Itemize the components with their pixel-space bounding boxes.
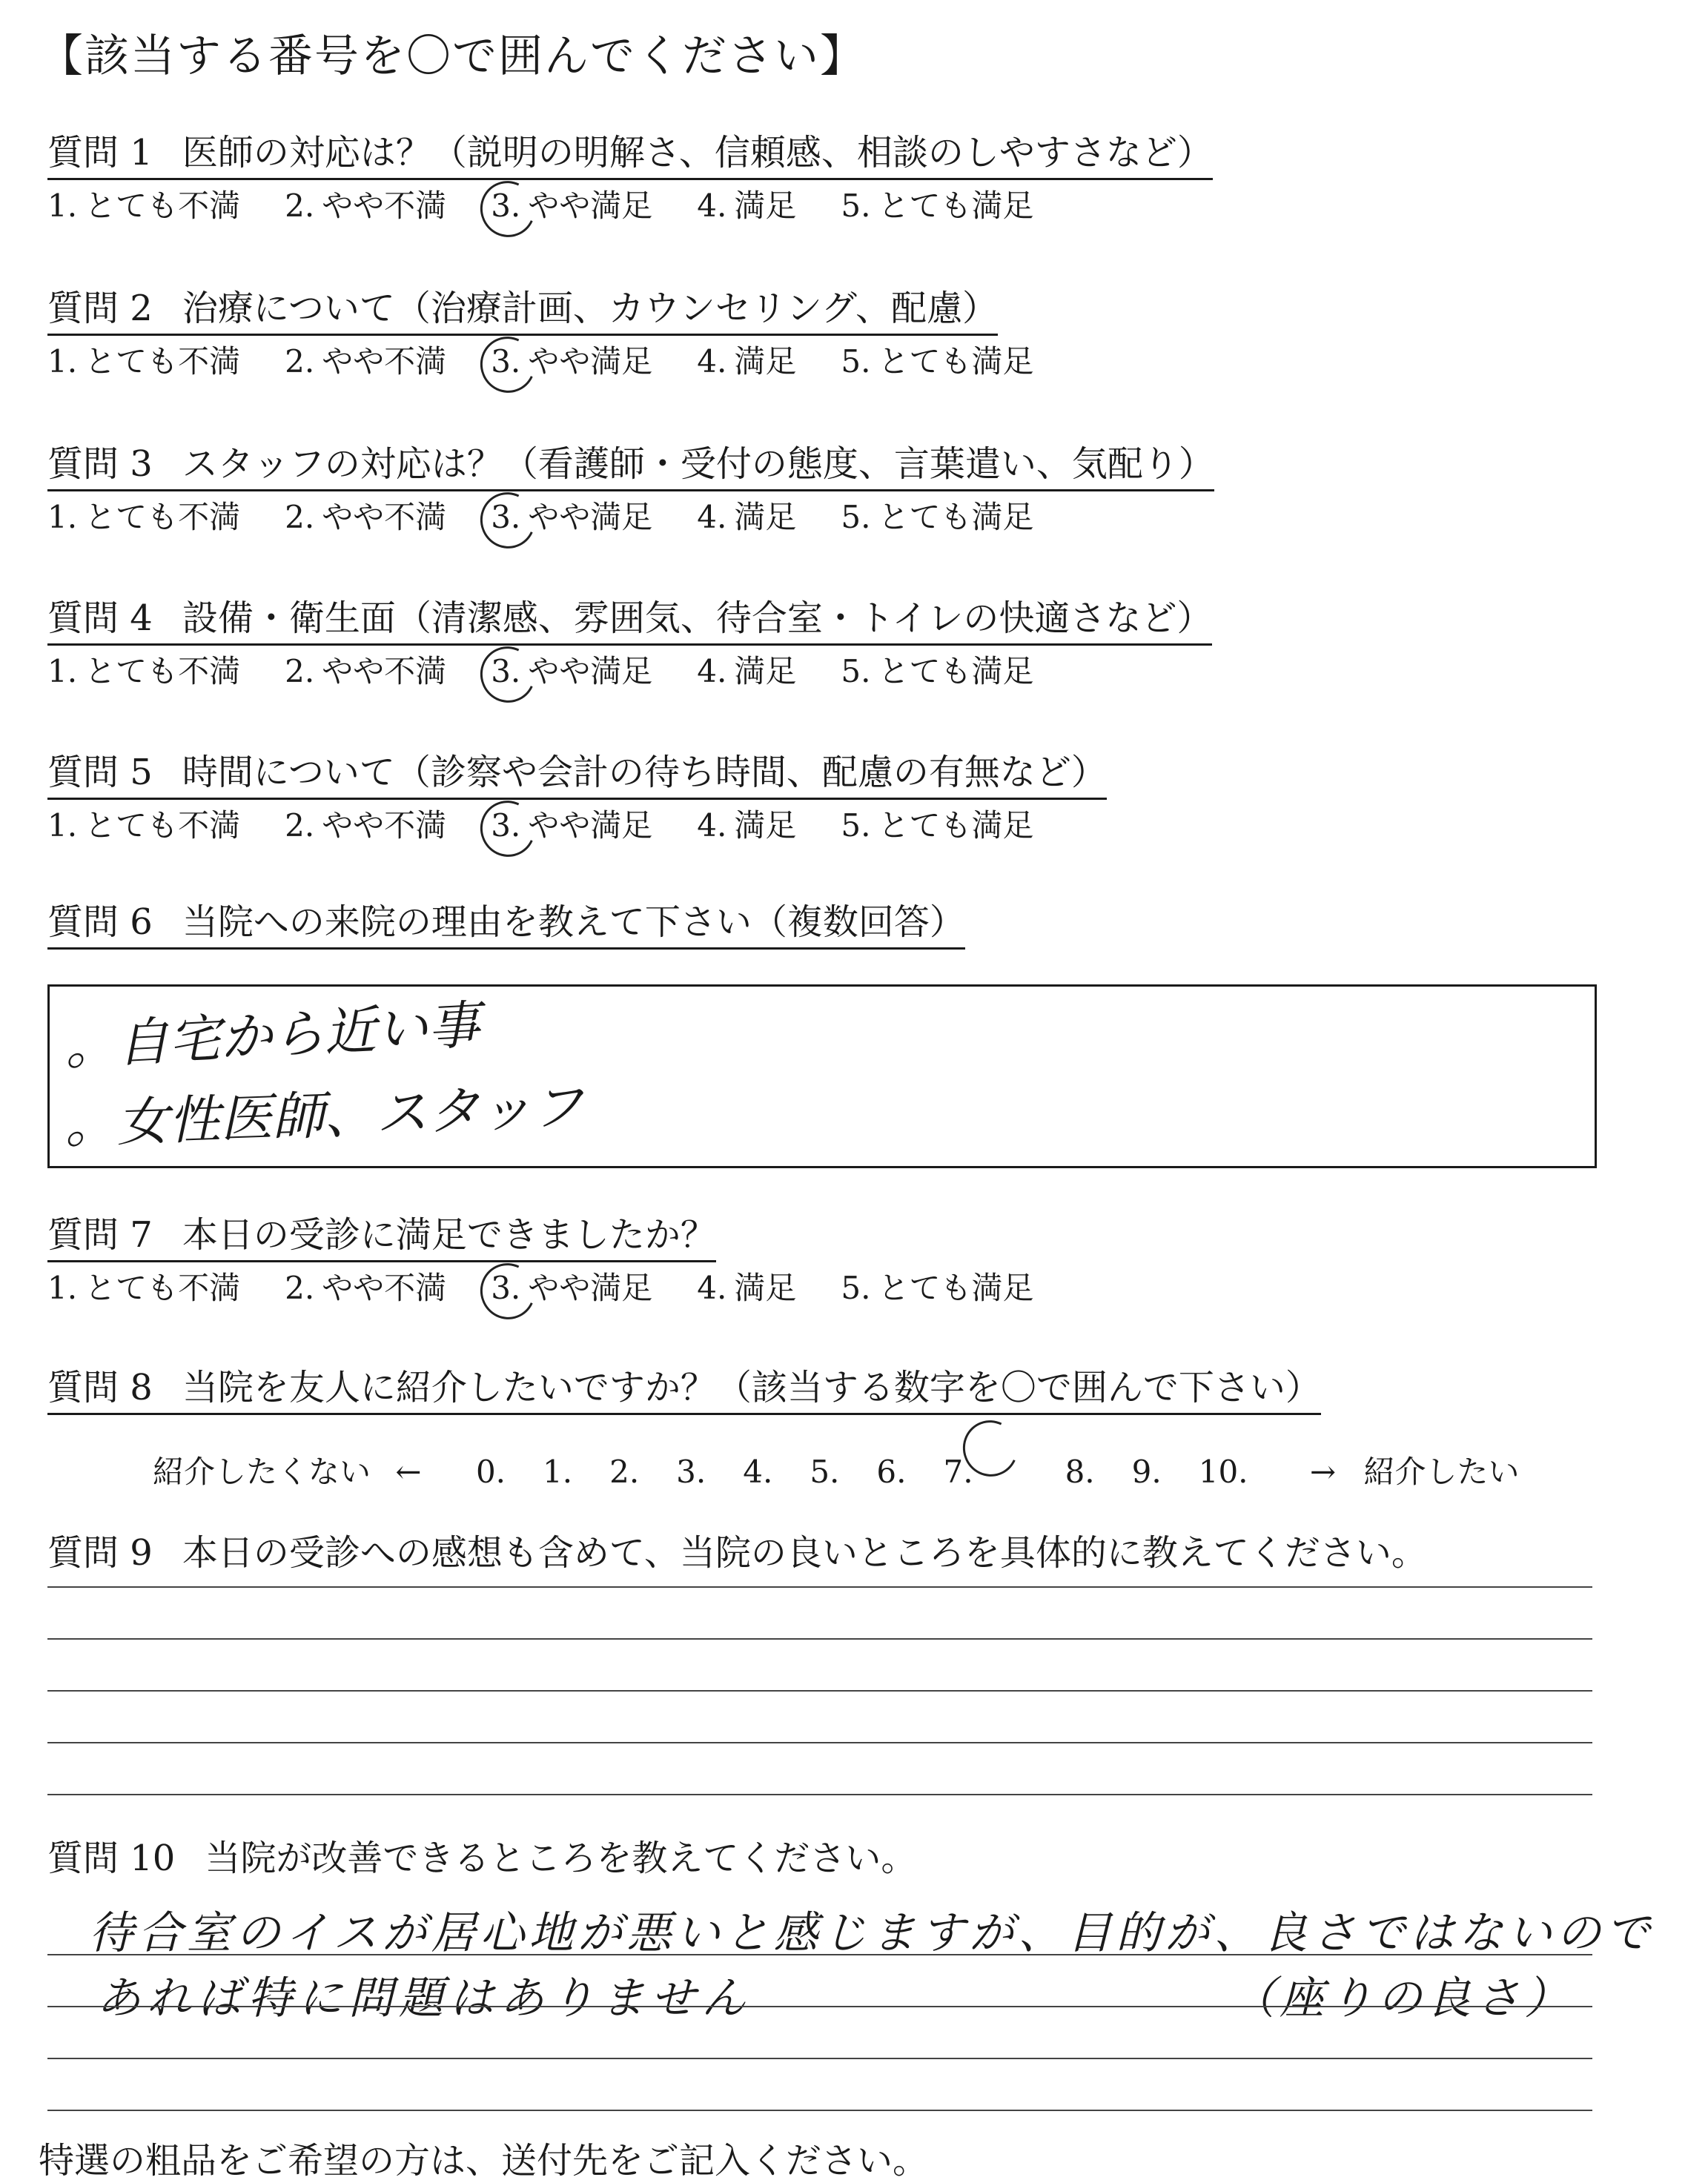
option-number[interactable]: 2. [285,807,315,844]
answer-line[interactable] [47,1954,1592,1955]
question-number: 質問 8 [47,1367,153,1408]
option-number[interactable]: 3. [491,342,520,381]
option-number[interactable]: 2. [285,1270,315,1306]
question-2-title [47,286,998,336]
option-number[interactable]: 3. [491,652,520,691]
option-label: 満足 [734,807,797,844]
option-label: やや不満 [322,1270,447,1306]
scale-option[interactable]: 4. [743,1454,773,1490]
question-number: 質問 7 [47,1214,153,1256]
rating-options [47,342,1056,381]
option-number[interactable]: 2. [285,188,315,224]
question-text: 当院を友人に紹介したいですか？（該当する数字を〇で囲んで下さい） [182,1367,1321,1408]
handwritten-answer: 待合室のイスが居心地が悪いと感じますが、目的が、良さではないので [89,1907,1655,1959]
question-text: 治療について（治療計画、カウンセリング、配慮） [182,288,998,329]
option-label: やや不満 [322,653,447,689]
question-text: 医師の対応は？（説明の明解さ、信頼感、相談のしやすさなど） [182,132,1213,173]
option-number[interactable]: 5. [841,499,871,535]
option-label: やや満足 [528,807,653,844]
option-label: とても満足 [878,807,1034,844]
scale-option[interactable]: 8. [1065,1454,1095,1490]
option-label: やや満足 [528,188,653,224]
rating-options [47,652,1056,691]
option-label: とても不満 [85,499,241,535]
option-number[interactable]: 2. [285,343,315,380]
option-label: とても満足 [878,343,1034,380]
option-number[interactable]: 5. [841,188,871,224]
option-number[interactable]: 5. [841,1270,871,1306]
option-label: とても不満 [85,188,241,224]
option-number[interactable]: 3. [491,498,520,537]
scale-option[interactable]: 1. [543,1454,573,1490]
question-number: 質問 2 [47,288,153,329]
option-number[interactable]: 1. [47,499,78,535]
scale-option[interactable]: 6. [876,1454,907,1490]
handwritten-answer: あれば特に問題はありません [96,1972,752,2024]
scale-right-label: 紹介したい [1363,1454,1520,1490]
question-number: 質問 6 [47,901,153,943]
option-number[interactable]: 3. [491,806,520,845]
option-label: 満足 [734,343,797,380]
rating-options [47,187,1056,225]
question-5-title [47,750,1107,800]
option-number[interactable]: 5. [841,807,871,844]
option-number[interactable]: 4. [697,807,727,844]
option-number[interactable]: 4. [697,653,727,689]
question-number: 質問 5 [47,752,153,793]
option-label: 満足 [734,1270,797,1306]
question-4-title [47,596,1212,646]
handwritten-answer: 。女性医師、スタッフ [63,1076,585,1156]
question-text: 設備・衛生面（清潔感、雰囲気、待合室・トイレの快適さなど） [182,597,1213,639]
rating-options [47,806,1056,845]
scale-option[interactable]: 0. [475,1454,506,1490]
option-number[interactable]: 3. [491,1269,520,1308]
option-number[interactable]: 1. [47,653,78,689]
option-label: 満足 [734,188,797,224]
scale-option[interactable]: 10. [1198,1454,1248,1490]
rating-options [47,1269,1056,1308]
option-label: とても満足 [878,1270,1034,1306]
option-label: やや不満 [322,807,447,844]
scale-option[interactable]: 5. [810,1454,840,1490]
option-number[interactable]: 4. [697,1270,727,1306]
scale-option[interactable]: 2. [609,1454,640,1490]
question-6-title [47,900,965,950]
option-label: やや満足 [528,653,653,689]
handwritten-note: （座りの良さ） [1231,1972,1573,2024]
rating-options [47,498,1056,537]
question-number: 質問 10 [47,1838,176,1879]
footer-note: 特選の粗品をご希望の方は、送付先をご記入ください。 [39,2140,929,2182]
question-text: 本日の受診に満足できましたか？ [182,1214,716,1256]
option-label: やや満足 [528,499,653,535]
option-number[interactable]: 1. [47,343,78,380]
scale-option[interactable]: 9. [1131,1454,1162,1490]
option-label: とても不満 [85,343,241,380]
question-text: 当院への来院の理由を教えて下さい（複数回答） [182,901,965,943]
option-label: とても不満 [85,807,241,844]
question-3-title [47,442,1214,491]
option-label: とても不満 [85,1270,241,1306]
option-number[interactable]: 4. [697,343,727,380]
option-number[interactable]: 2. [285,499,315,535]
question-8-title [47,1365,1321,1415]
option-number[interactable]: 3. [491,187,520,225]
question-text: 当院が改善できるところを教えてください。 [205,1838,917,1879]
answer-line[interactable] [47,1742,1592,1743]
option-number[interactable]: 1. [47,1270,78,1306]
option-label: とても不満 [85,653,241,689]
question-text: 時間について（診察や会計の待ち時間、配慮の有無など） [182,752,1107,793]
option-number[interactable]: 1. [47,807,78,844]
option-label: 満足 [734,499,797,535]
recommend-scale [153,1426,1519,1492]
option-label: やや不満 [322,343,447,380]
question-10-title [47,1829,916,1881]
question-text: 本日の受診への感想も含めて、当院の良いところを具体的に教えてください。 [182,1532,1427,1574]
arrow-left-icon: ← [395,1454,422,1490]
option-label: 満足 [734,653,797,689]
option-label: やや不満 [322,499,447,535]
scale-option[interactable]: 7. [943,1426,1027,1490]
question-number: 質問 4 [47,597,153,639]
option-number[interactable]: 2. [285,653,315,689]
selection-circle-icon [955,1413,1026,1485]
free-answer-box[interactable] [47,984,1597,1168]
arrow-right-icon: → [1309,1454,1337,1490]
question-9-title [47,1524,1427,1575]
answer-line[interactable] [47,2110,1592,2111]
option-label: とても満足 [878,653,1034,689]
option-label: やや不満 [322,188,447,224]
question-number: 質問 3 [47,443,153,485]
scale-left-label: 紹介したくない [153,1454,371,1490]
question-text: スタッフの対応は？（看護師・受付の態度、言葉遣い、気配り） [182,443,1214,485]
option-number[interactable]: 4. [697,188,727,224]
option-number[interactable]: 1. [47,188,78,224]
scale-option[interactable]: 3. [676,1454,706,1490]
answer-line[interactable] [47,1586,1592,1588]
question-7-title [47,1213,716,1262]
question-number: 質問 1 [47,132,153,173]
answer-line[interactable] [47,2058,1592,2059]
option-number[interactable]: 5. [841,343,871,380]
question-number: 質問 9 [47,1532,153,1574]
handwritten-answer: 。自宅から近い事 [63,994,482,1077]
page-title: 【該当する番号を〇で囲んでください】 [39,30,866,82]
option-label: やや満足 [528,1270,653,1306]
option-label: やや満足 [528,343,653,380]
option-number[interactable]: 5. [841,653,871,689]
option-label: とても満足 [878,188,1034,224]
answer-line[interactable] [47,2006,1592,2007]
answer-line[interactable] [47,1638,1592,1640]
question-1-title [47,130,1213,180]
option-label: とても満足 [878,499,1034,535]
option-number[interactable]: 4. [697,499,727,535]
answer-line[interactable] [47,1690,1592,1692]
answer-line[interactable] [47,1794,1592,1795]
